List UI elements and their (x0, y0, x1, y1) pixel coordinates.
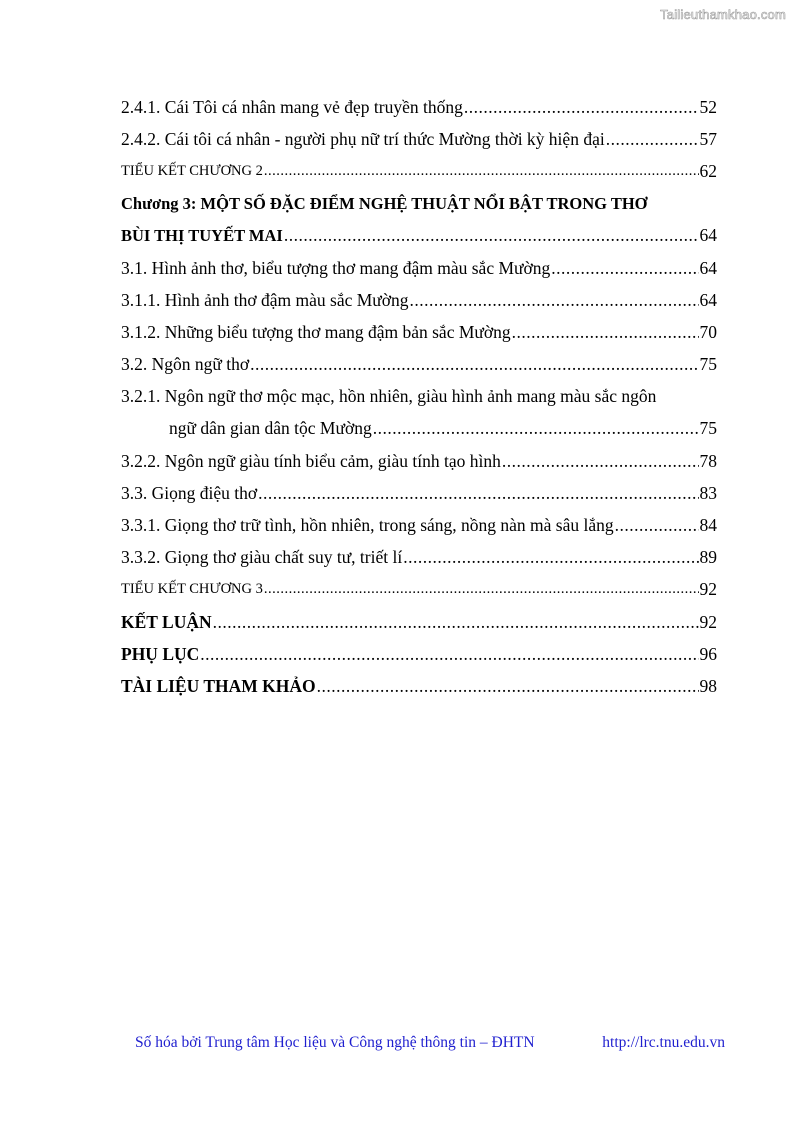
toc-entry-label: 3.1. Hình ảnh thơ, biểu tượng thơ mang đậm màu sắc Mường (121, 257, 551, 278)
toc-leader-dots (250, 354, 698, 375)
toc-entry-chapter-summary (121, 574, 717, 606)
toc-entry (121, 349, 717, 381)
toc-page-number: 89 (699, 547, 717, 568)
toc-entry-label: BÙI THỊ TUYẾT MAI (121, 225, 283, 245)
toc-entry-label: 3.2.2. Ngôn ngữ giàu tính biểu cảm, giàu tính tạo hình (121, 450, 501, 471)
toc-leader-dots (606, 129, 699, 150)
toc-chapter-heading (121, 188, 717, 220)
toc-leader-dots (258, 483, 698, 504)
toc-page-number: 70 (699, 321, 717, 342)
toc-entry-label: 2.4.1. Cái Tôi cá nhân mang vẻ đẹp truyền thống (121, 96, 463, 117)
toc-entry (121, 123, 717, 155)
toc-page-number: 96 (699, 643, 717, 664)
toc-entry-label: TIỂU KẾT CHƯƠNG 3 (121, 581, 263, 598)
toc-leader-dots (551, 258, 698, 279)
toc-entry-multiline-first (121, 381, 717, 413)
toc-entry-label: 3.3. Giọng điệu thơ (121, 482, 258, 503)
toc-entry-label: 3.3.2. Giọng thơ giàu chất suy tư, triết lí (121, 547, 403, 568)
toc-page-number: 98 (699, 675, 717, 696)
toc-entry (121, 316, 717, 348)
toc-entry-label: 3.2. Ngôn ngữ thơ (121, 354, 250, 375)
toc-page-number: 64 (699, 225, 717, 246)
toc-entry-references (121, 670, 717, 702)
toc-entry (121, 91, 717, 123)
toc-entry-chapter-summary (121, 155, 717, 187)
toc-page-number: 62 (699, 160, 717, 181)
toc-entry-label: TÀI LIỆU THAM KHẢO (121, 675, 316, 696)
toc-entry-label: PHỤ LỤC (121, 643, 200, 664)
table-of-contents (121, 91, 717, 703)
toc-entry-label: Chương 3: MỘT SỐ ĐẶC ĐIỂM NGHỆ THUẬT NỔI BẬT TRONG THƠ (121, 193, 648, 213)
toc-entry-appendix (121, 638, 717, 670)
toc-page-number: 92 (699, 611, 717, 632)
toc-page-number: 78 (699, 450, 717, 471)
toc-entry (121, 252, 717, 284)
toc-page-number: 83 (699, 482, 717, 503)
footer-url: http://lrc.tnu.edu.vn (602, 1034, 725, 1051)
toc-leader-dots (317, 676, 699, 697)
toc-leader-dots (284, 225, 699, 246)
toc-entry-multiline-continued (121, 413, 717, 445)
toc-page-number: 92 (699, 579, 717, 600)
toc-entry-label: TIỂU KẾT CHƯƠNG 2 (121, 162, 263, 179)
toc-page-number: 64 (699, 257, 717, 278)
toc-entry (121, 542, 717, 574)
toc-page-number: 64 (699, 289, 717, 310)
toc-leader-dots (200, 644, 698, 665)
toc-leader-dots (403, 547, 698, 568)
toc-page-number: 75 (699, 418, 717, 439)
toc-entry-label: 3.1.2. Những biểu tượng thơ mang đậm bản sắc Mường (121, 321, 511, 342)
toc-page-number: 75 (699, 354, 717, 375)
toc-entry-label: 3.3.1. Giọng thơ trữ tình, hồn nhiên, trong sáng, nồng nàn mà sâu lắng (121, 515, 614, 536)
toc-entry-conclusion (121, 606, 717, 638)
toc-leader-dots (502, 451, 699, 472)
toc-entry-label: 3.1.1. Hình ảnh thơ đậm màu sắc Mường (121, 289, 409, 310)
footer-digitization-credit: Số hóa bởi Trung tâm Học liệu và Công nghệ thông tin – ĐHTN (135, 1034, 535, 1051)
toc-leader-dots (213, 612, 699, 633)
toc-leader-dots (464, 97, 699, 118)
toc-entry-label: ngữ dân gian dân tộc Mường (169, 418, 372, 439)
toc-leader-dots (615, 515, 699, 536)
toc-page-number: 57 (699, 128, 717, 149)
toc-leader-dots (410, 290, 699, 311)
toc-leader-dots (512, 322, 699, 343)
watermark: Tailieuthamkhao.com (660, 7, 786, 22)
toc-entry (121, 509, 717, 541)
toc-entry (121, 445, 717, 477)
toc-entry (121, 284, 717, 316)
toc-entry (121, 477, 717, 509)
toc-page-number: 84 (699, 515, 717, 536)
page-footer (135, 1034, 725, 1052)
toc-leader-dots (264, 163, 699, 180)
toc-entry-label: KẾT LUẬN (121, 611, 212, 632)
toc-chapter-heading-continued (121, 220, 717, 252)
toc-entry-label: 2.4.2. Cái tôi cá nhân - người phụ nữ trí thức Mường thời kỳ hiện đại (121, 128, 605, 149)
toc-leader-dots (373, 418, 699, 439)
toc-entry-label: 3.2.1. Ngôn ngữ thơ mộc mạc, hồn nhiên, giàu hình ảnh mang màu sắc ngôn (121, 386, 657, 407)
toc-leader-dots (264, 581, 699, 598)
toc-page-number: 52 (699, 96, 717, 117)
